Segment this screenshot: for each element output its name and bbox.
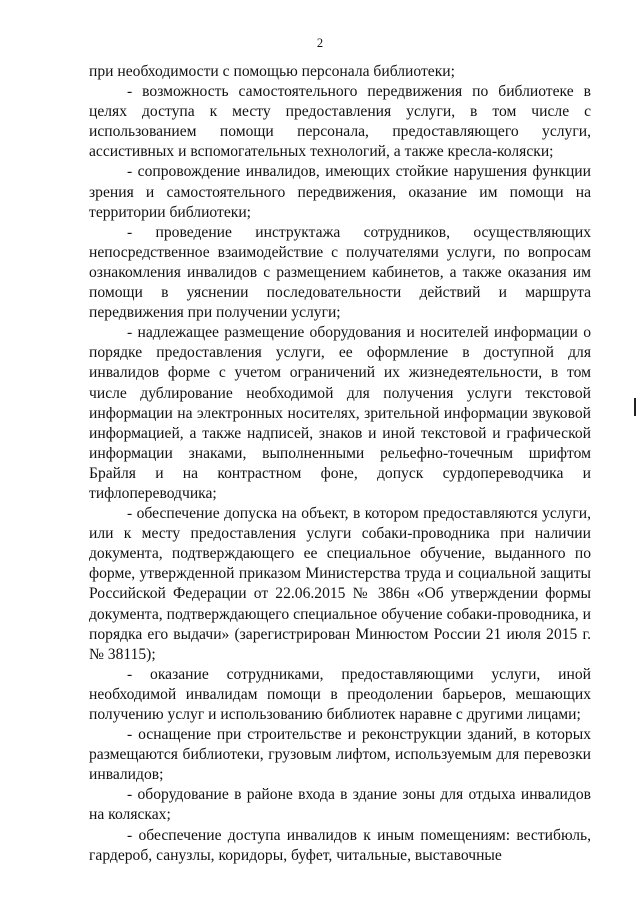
page-number: 2 [316, 36, 324, 50]
paragraph: - обеспечение допуска на объект, в котором предоставляются услуги, или к месту предоставления услуги собаки-проводника при наличии документа, подтверждающего ее специальное обучение, выданного по форме, утвержденной приказом Министерства труда и социальной защиты Российской Федерации от 22.06.2015 № 386н «Об утверждении формы документа, подтверждающего специальное обучение собаки-проводника, и порядка его выдачи» (зарегистрирован Минюстом России 21 июля 2015 г. № 38115); [89, 505, 591, 663]
paragraph: - оснащение при строительстве и реконструкции зданий, в которых размещаются библиотеки, грузовым лифтом, используемым для перевозки инвалидов; [89, 726, 591, 784]
paragraph: - надлежащее размещение оборудования и носителей информации о порядке предоставления услуги, ее оформление в доступной для инвалидов форме с учетом ограничений их жизнедеятельности, в том числе дублирование необходимой для получения услуги текстовой информации на электронных носителях, зрительной информации звуковой информацией, а также надписей, знаков и иной текстовой и графической информации знаками, выполненными рельефно-точечным шрифтом Брайля и на контрастном фоне, допуск сурдопереводчика и тифлопереводчика; [89, 324, 591, 502]
paragraph: - сопровождение инвалидов, имеющих стойкие нарушения функции зрения и самостоятельного передвижения, оказание им помощи на территории библиотеки; [89, 163, 591, 221]
paragraph-last: - обеспечение доступа инвалидов к иным помещениям: вестибюль, гардероб, санузлы, коридоры, буфет, читальные, выставочные [89, 826, 591, 864]
document-body [89, 62, 591, 866]
paragraph: - оборудование в районе входа в здание зоны для отдыха инвалидов на колясках; [89, 786, 591, 824]
paragraph: - оказание сотрудниками, предоставляющими услуги, иной необходимой инвалидам помощи в преодолении барьеров, мешающих получению услуг и использованию библиотек наравне с другими лицами; [89, 665, 591, 723]
paragraph: - возможность самостоятельного передвижения по библиотеке в целях доступа к месту предоставления услуги, в том числе с использованием помощи персонала, предоставляющего услуги, ассистивных и вспомогательных технологий, а также кресла-коляски; [89, 83, 591, 161]
paragraph: при необходимости с помощью персонала библиотеки; [89, 63, 455, 80]
paragraph: - проведение инструктажа сотрудников, осуществляющих непосредственное взаимодействие с получателями услуги, по вопросам ознакомления инвалидов с размещением кабинетов, а также оказания им помощи в уяснении последовательности действий и маршрута передвижения при получении услуги; [89, 223, 591, 322]
scan-edge-mark [634, 398, 636, 416]
